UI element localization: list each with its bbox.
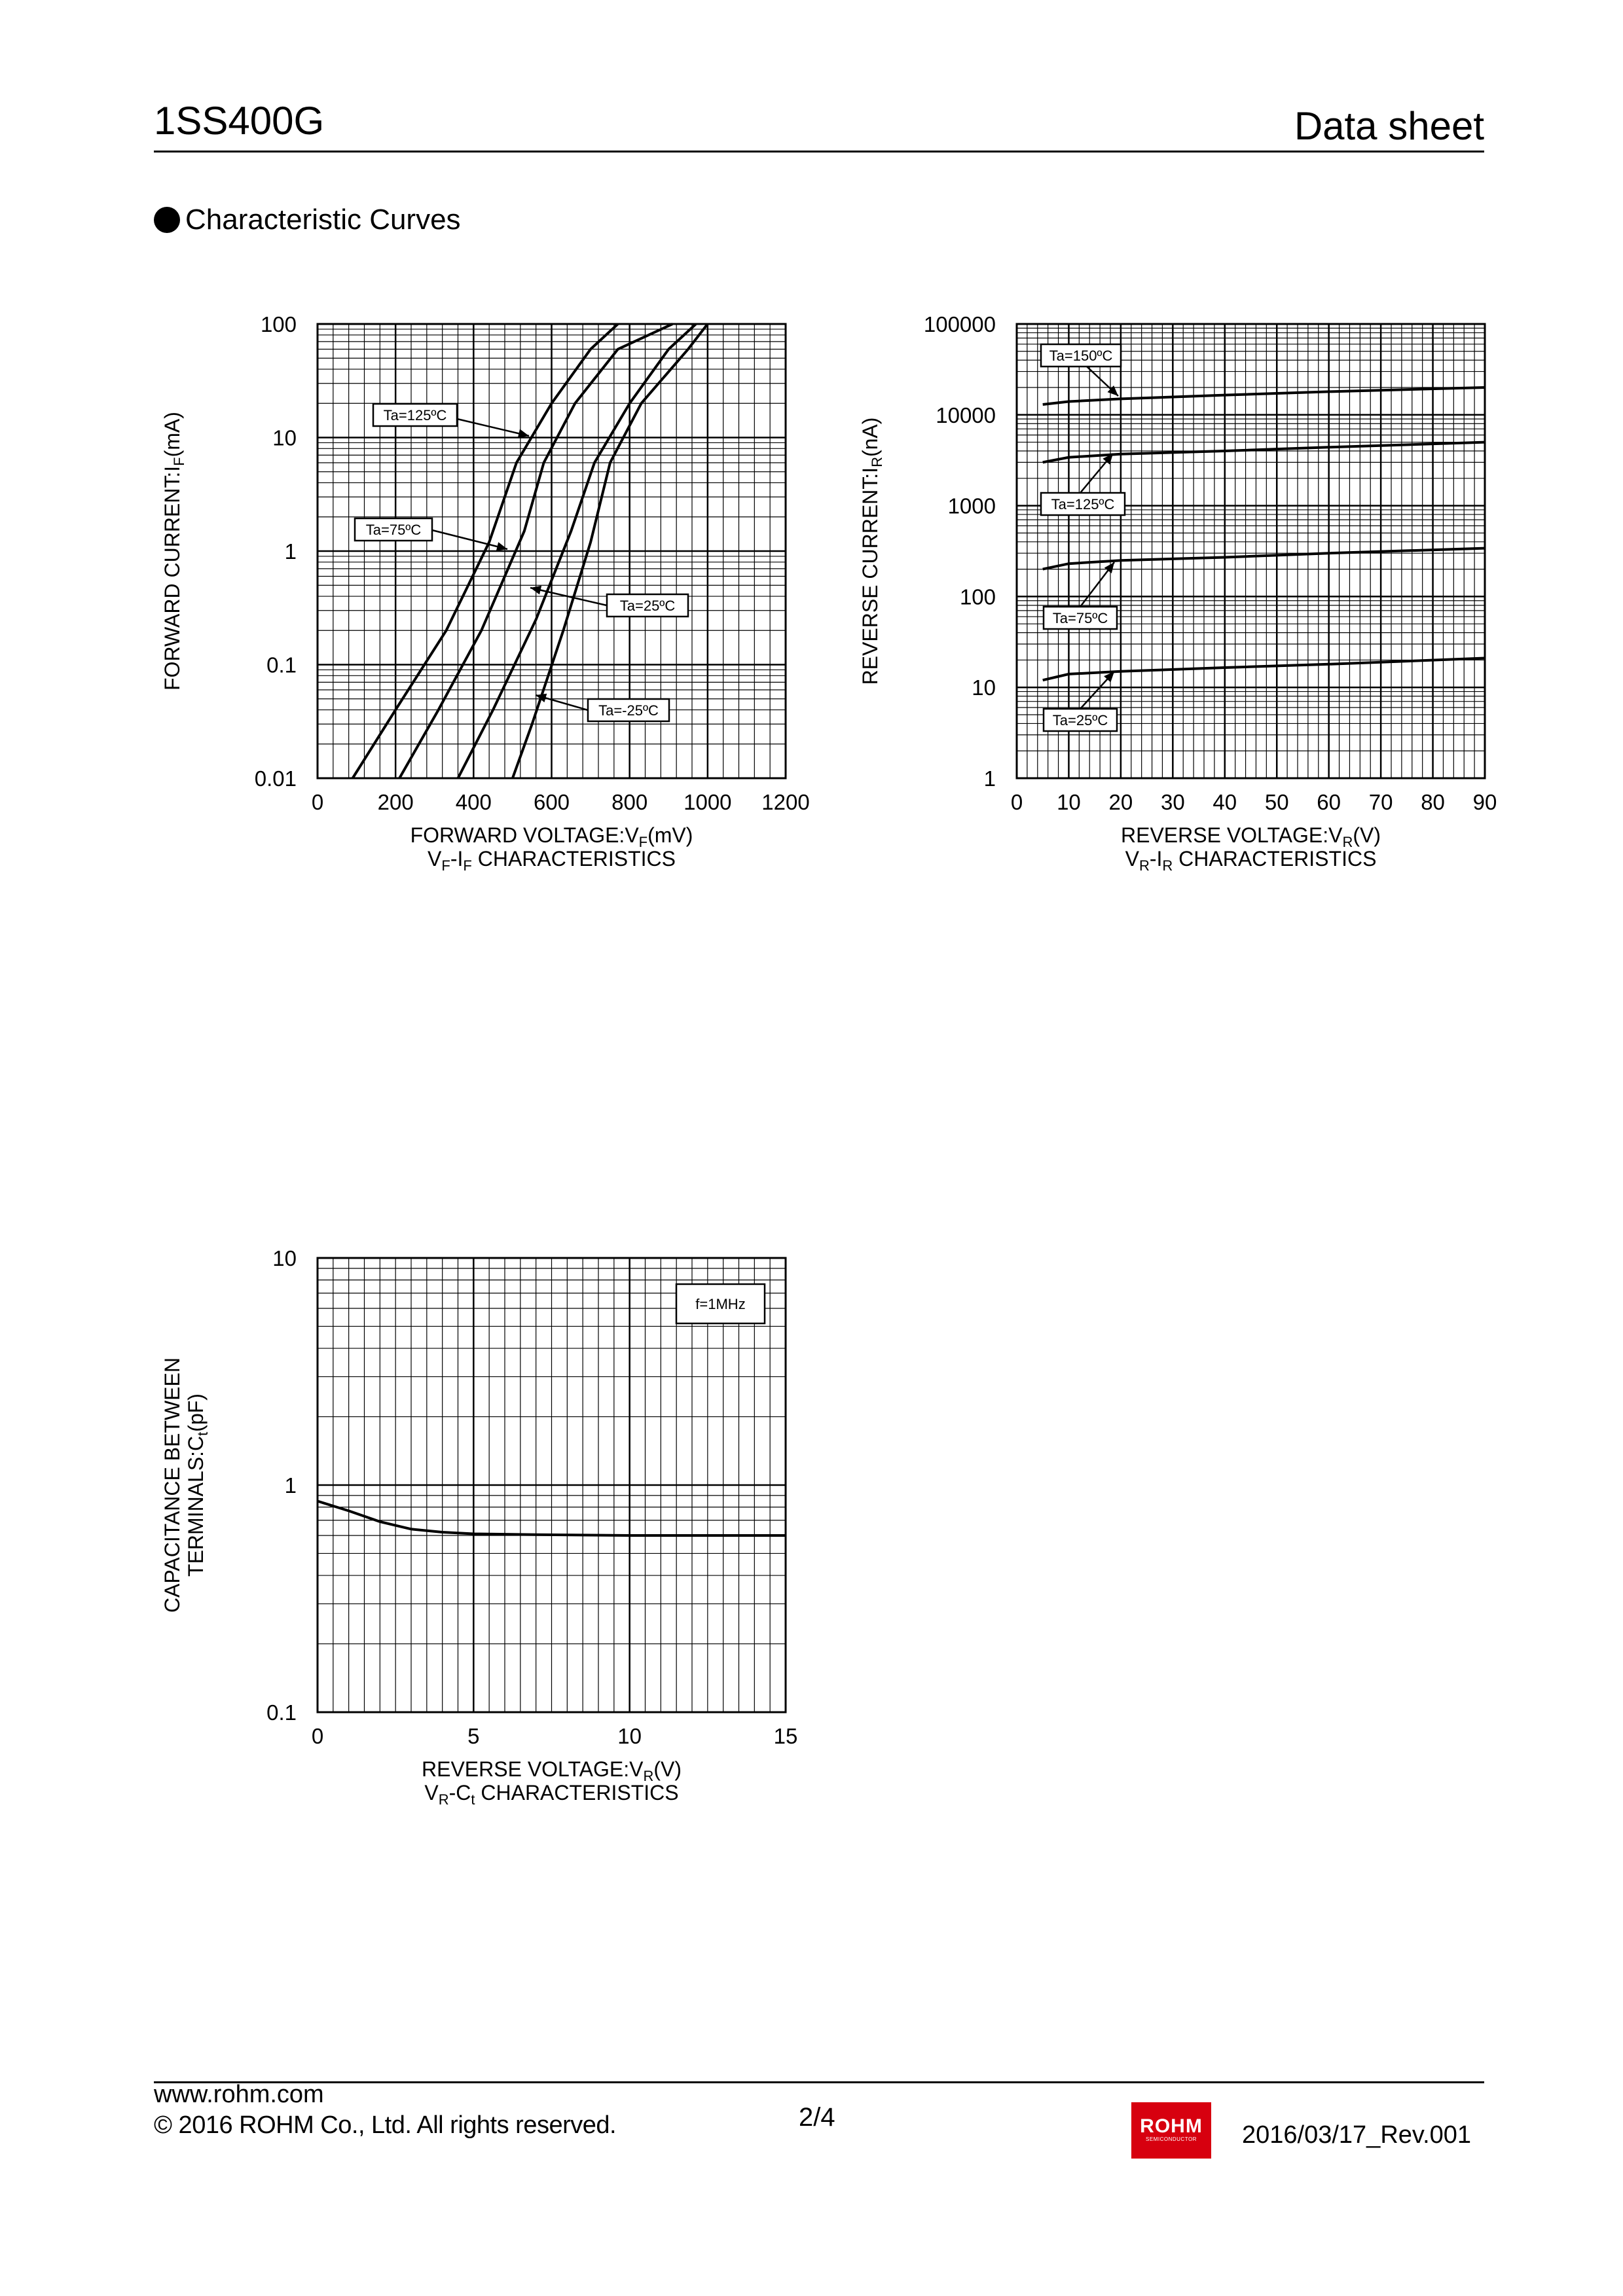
y-tick-label: 1000 xyxy=(947,493,996,518)
page-number: 2/4 xyxy=(799,2103,835,2132)
y-tick-label: 10 xyxy=(272,425,297,450)
y-tick-label: 10000 xyxy=(936,403,996,427)
rohm-logo xyxy=(1131,2102,1211,2159)
x-tick-label: 1200 xyxy=(761,790,810,814)
vr-ct-grid xyxy=(318,1258,786,1712)
y-tick-label: 0.1 xyxy=(266,1700,297,1725)
y-tick-label: 10 xyxy=(272,1246,297,1270)
annotation-label: f=1MHz xyxy=(695,1296,746,1312)
x-tick-label: 20 xyxy=(1108,790,1133,814)
x-tick-label: 60 xyxy=(1317,790,1341,814)
x-tick-label: 15 xyxy=(773,1724,798,1748)
logo-text: ROHM xyxy=(1140,2115,1203,2137)
part-number: 1SS400G xyxy=(154,99,325,143)
x-tick-label: 90 xyxy=(1472,790,1497,814)
footer-divider xyxy=(154,2081,1484,2083)
annotation-label: Ta=150ºC xyxy=(1049,348,1113,364)
y-axis-label: $TERMINALS:C_t(pF)$ xyxy=(184,1393,211,1577)
website-link[interactable]: www.rohm.com xyxy=(154,2081,324,2108)
chart-title: $V_R-C_t$ CHARACTERISTICS xyxy=(424,1781,679,1808)
chart-title: $V_F-I_F$ CHARACTERISTICS xyxy=(428,847,676,874)
x-tick-label: 50 xyxy=(1264,790,1289,814)
annotation-label: Ta=-25ºC xyxy=(598,702,659,719)
logo-subtext: SEMICONDUCTOR xyxy=(1146,2136,1197,2142)
x-tick-label: 5 xyxy=(467,1724,480,1748)
x-axis-label: FORWARD $VOLTAGE:V_F(mV)$ xyxy=(410,823,693,850)
annotation-label: Ta=25ºC xyxy=(1052,712,1108,728)
y-tick-label: 1 xyxy=(983,766,996,791)
annotation-0 xyxy=(676,1284,765,1323)
y-axis-label: CAPACITANCE BETWEEN xyxy=(160,1357,184,1613)
doc-type: Data sheet xyxy=(1294,104,1484,148)
annotation-label: Ta=75ºC xyxy=(1052,610,1108,626)
section-title-text: Characteristic Curves xyxy=(185,204,461,236)
x-tick-label: 800 xyxy=(611,790,648,814)
x-tick-label: 10 xyxy=(617,1724,642,1748)
x-tick-label: 200 xyxy=(377,790,414,814)
x-tick-label: 40 xyxy=(1213,790,1237,814)
x-axis-label: REVERSE $VOLTAGE:V_R(V)$ xyxy=(1120,823,1381,850)
revision: 2016/03/17_Rev.001 xyxy=(1242,2121,1472,2149)
annotation-label: Ta=125ºC xyxy=(1051,496,1115,512)
x-tick-label: 10 xyxy=(1057,790,1081,814)
y-tick-label: 0.01 xyxy=(254,766,297,791)
chart-title: $V_R-I_R$ CHARACTERISTICS xyxy=(1125,847,1377,874)
x-tick-label: 30 xyxy=(1160,790,1185,814)
y-axis-label: FORWARD $CURRENT:I_F(mA)$ xyxy=(160,412,187,691)
y-tick-label: 10 xyxy=(972,675,996,700)
vr-ct-labels xyxy=(160,1284,765,1808)
x-tick-label: 0 xyxy=(311,1724,324,1748)
y-tick-label: 100 xyxy=(260,312,297,336)
annotation-label: Ta=125ºC xyxy=(383,407,447,423)
y-tick-label: 100000 xyxy=(923,312,996,336)
copyright: © 2016 ROHM Co., Ltd. All rights reserved. xyxy=(154,2111,617,2139)
annotation-label: Ta=75ºC xyxy=(365,522,422,538)
x-tick-label: 600 xyxy=(533,790,570,814)
annotation-label: Ta=25ºC xyxy=(619,598,676,614)
x-tick-label: 0 xyxy=(1010,790,1023,814)
x-tick-label: 80 xyxy=(1421,790,1445,814)
x-tick-label: 0 xyxy=(311,790,324,814)
x-axis-label: REVERSE $VOLTAGE:V_R(V)$ xyxy=(421,1757,682,1784)
y-tick-label: 0.1 xyxy=(266,653,297,677)
x-tick-label: 400 xyxy=(455,790,492,814)
x-tick-label: 70 xyxy=(1368,790,1393,814)
y-tick-label: 1 xyxy=(284,1473,297,1498)
y-axis-label: REVERSE $CURRENT:I_R(nA)$ xyxy=(858,417,885,685)
x-tick-label: 1000 xyxy=(684,790,732,814)
y-tick-label: 100 xyxy=(959,584,996,609)
y-tick-label: 1 xyxy=(284,539,297,564)
